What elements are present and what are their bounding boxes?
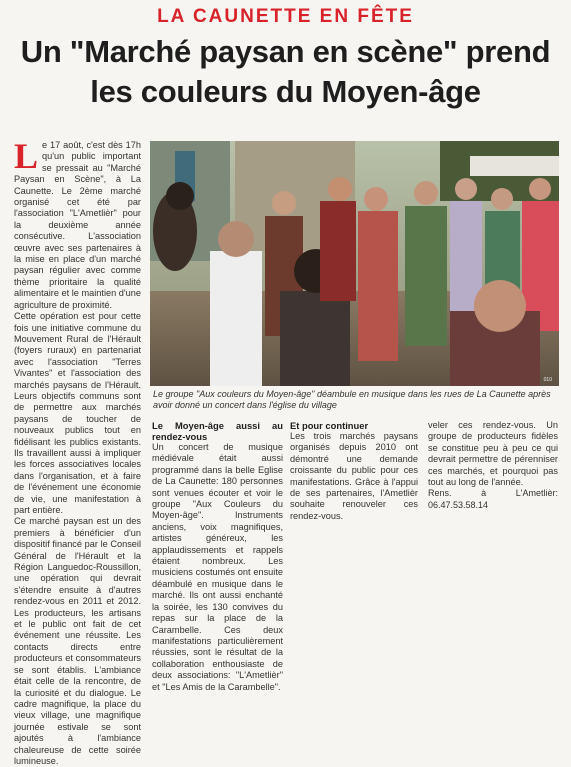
subheading-continuer: Et pour continuer — [290, 420, 369, 431]
body-paragraph: Un concert de musique médiévale était aussi programmé dans la belle Eglise de La Caunette: 180 personnes sont venues écouter et voir le groupe "Aux Couleurs du Moyen-âge". Instruments anciens, voix magnifiques, artistes généreux, les applaudissements et rappels étaient nombreux. Les musiciens costumés ont ensuite déambulé en musique dans le marché. Ils ont aussi enchanté la soirée, les 130 convives du repas sur la place de la Carambelle. Ces deux manifestations particulièrement réussies, sont le résultat de la collaboration enthousiaste de deux associations: "L'Ametlièr" et "Les Amis de la Carambelle". — [152, 442, 283, 692]
photo-caption: Le groupe "Aux couleurs du Moyen-âge" déambule en musique dans les rues de La Caunette après avoir donné un concert dans l'église du village — [153, 389, 551, 410]
body-paragraph: Ce marché paysan est un des premiers à bénéficier d'un dispositif financé par le Conseil Général de l'Hérault et la Région Languedoc-Roussillon, une opération qui devrait s'étendre ensuite à d'autres rendez-vous en 2011 et 2012. Les producteurs, les artisans et le public ont fait de cet événement une réussite. Les contacts directs entre producteurs et consommateurs se sont établis. L'ambiance était celle de la rencontre, de la curiosité et du dialogue. Le cadre magnifique, la place du vieux village, une magnifique journée estivale se sont ajoutés à l'ambiance chaleureuse de cette soirée lumineuse. — [14, 516, 141, 766]
body-paragraph: veler ces rendez-vous. Un groupe de producteurs fidèles se constitue peu à peu ce qui devrait permettre de pérenniser ces marchés, et pourquoi pas tout au long de l'année. — [428, 420, 558, 488]
body-column-3 — [290, 420, 418, 521]
section-kicker: LA CAUNETTE EN FÊTE — [157, 6, 414, 27]
body-column-1 — [14, 136, 141, 766]
article-headline: Un "Marché paysan en scène" prend les couleurs du Moyen-âge — [20, 34, 551, 109]
article-photo — [150, 141, 559, 386]
body-column-4 — [428, 420, 558, 540]
drop-cap: L — [14, 136, 39, 176]
photo-credit: 010 — [543, 377, 552, 383]
body-column-2 — [152, 420, 283, 692]
photo-medieval-musicians — [150, 141, 559, 386]
body-paragraph: Cette opération est pour cette fois une initiative commune du Mouvement Rural de l'Hérault (foyers ruraux) en partenariat avec l'association "Terres Vivantes" et l'association des marchés paysans de l'Hérault. Leurs objectifs communs sont de permettre aux marchés paysans de toucher de nouveaux publics tout en fidélisant les publics existants. Ils travaillent aussi à impliquer les forces associatives locales dans l'organisation, et à faire de l'événement une économie de vie, une manifestation à part entière. — [14, 311, 141, 515]
subheading-moyen-age: Le Moyen-âge aussi au rendez-vous — [152, 420, 283, 442]
contact-info: Rens. à L'Ametlièr: 06.47.53.58.14 — [428, 488, 558, 510]
body-paragraph: Les trois marchés paysans organisés depuis 2010 ont démontré une demande croissante du public pour ces manifestations. Grâce à l'appui de ses partenaires, l'Ametlièr souhaite renouveler ces rendez-vous. — [290, 431, 418, 521]
intro-paragraph: Le 17 août, c'est dès 17h qu'un public important se pressait au "Marché Paysan en Scène", à La Caunette. Le 2ème marché organisé cet été par l'association "L'Ametlièr" pour la deuxième année consécutive. L'association œuvre avec ses partenaires à la mise en place d'un marché paysan régulier avec comme thème prioritaire la qualité alimentaire et le maintien d'une agriculture de proximité. — [14, 136, 141, 310]
